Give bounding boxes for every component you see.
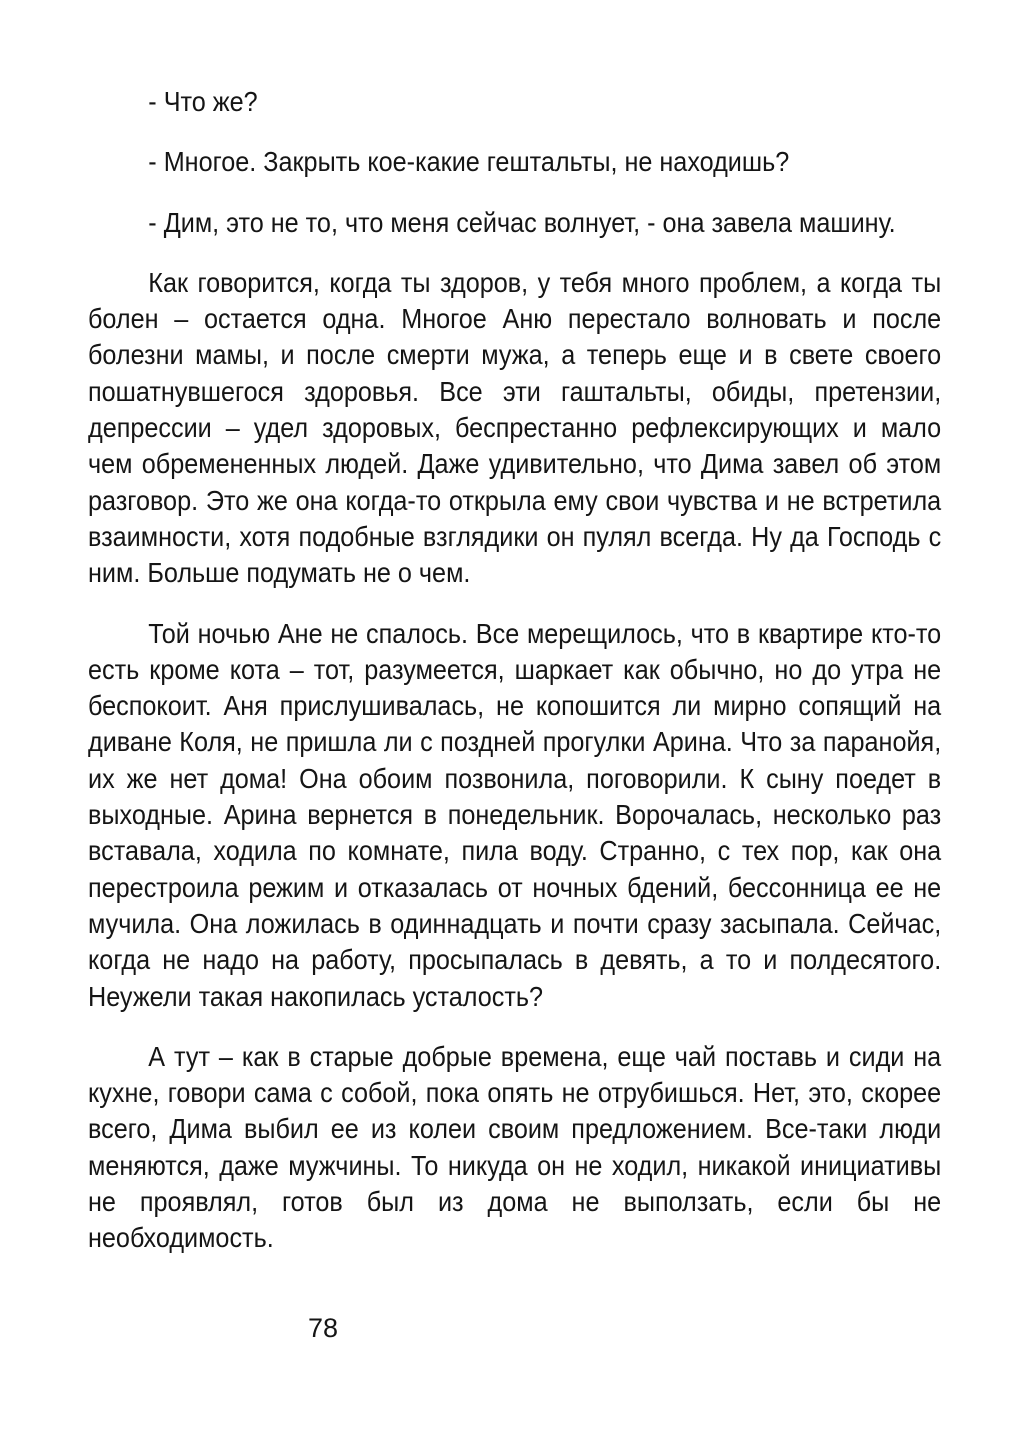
dialogue-line: - Что же? xyxy=(148,86,258,117)
dialogue-line: - Дим, это не то, что меня сейчас волнует, - она завела машину. xyxy=(148,206,896,238)
page-number: 78 xyxy=(307,1313,339,1343)
paragraph: Той ночью Ане не спалось. Все мерещилось, что в квартире кто-то есть кроме кота – тот, разумеется, шаркает как обычно, но до утра не беспокоит. Аня прислушивалась, не копошится ли мирно сопящий на диване Коля, не пришла ли с поздней прогулки Арина. Что за паранойя, их же нет дома! Она обоим позвонила, поговорили. К сыну поедет в выходные. Арина вернется в понедельник. Ворочалась, несколько раз вставала, ходила по комнате, пила воду. Странно, с тех пор, как она перестроила режим и отказалась от ночных бдений, бессонница ее не мучила. Она ложилась в одиннадцать и почти сразу засыпала. Сейчас, когда не надо на работу, просыпалась в девять, а то и полдесятого. Неужели такая накопилась усталость? xyxy=(88,617,942,1012)
page-text xyxy=(88,84,941,1281)
dialogue-line: - Многое. Закрыть кое-какие гештальты, не находишь? xyxy=(148,146,790,178)
paragraph: А тут – как в старые добрые времена, еще чай поставь и сиди на кухне, говори сама с собой, пока опять не отрубишься. Нет, это, скорее всего, Дима выбил ее из колеи своим предложением. Все-таки люди меняются, даже мужчины. То никуда он не ходил, никакой инициативы не проявлял, готов был из дома не выползать, если бы не необходимость. xyxy=(88,1040,942,1254)
paragraph: Как говорится, когда ты здоров, у тебя много проблем, а когда ты болен – остается одна. Многое Аню перестало волновать и после болезни мамы, и после смерти мужа, а теперь еще и в свете своего пошатнувшегося здоровья. Все эти гаштальты, обиды, претензии, депрессии – удел здоровых, беспрестанно рефлексирующих и мало чем обремененных людей. Даже удивительно, что Дима завел об этом разговор. Это же она когда-то открыла ему свои чувства и не встретила взаимности, хотя подобные взглядики он пулял всегда. Ну да Господь с ним. Больше подумать не о чем. xyxy=(88,266,942,589)
